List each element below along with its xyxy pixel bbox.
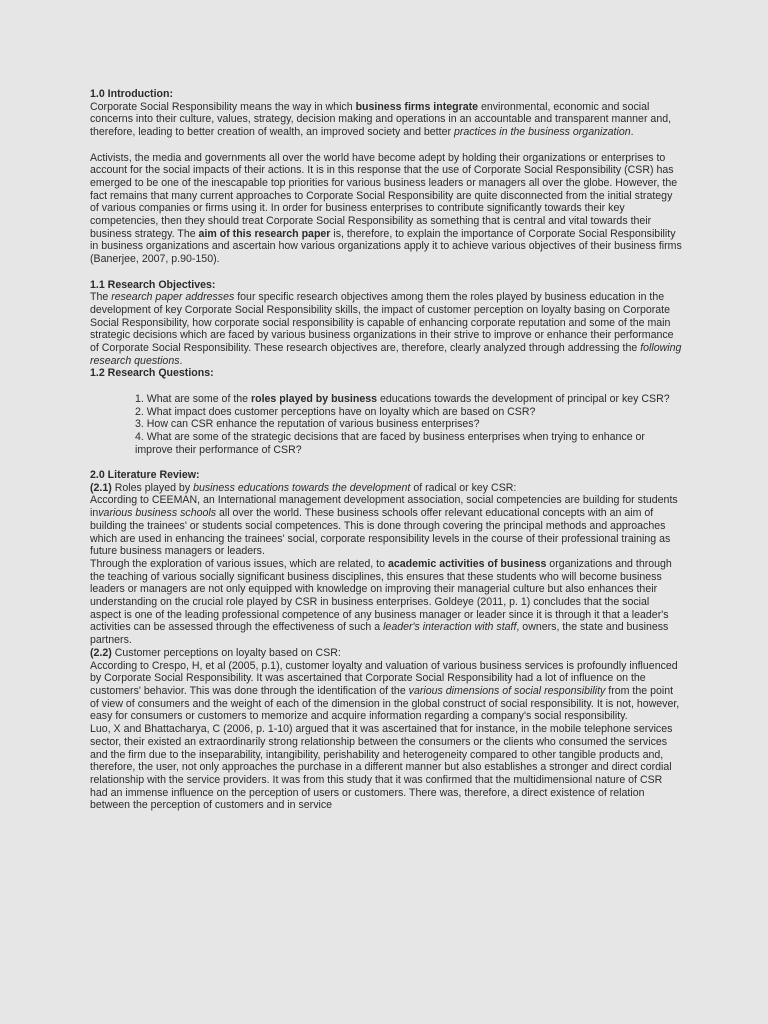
text-run: from the point of view of consumers and the weight of each of the dimension in the global construct of social responsibility. It is not, however, easy for consumers or customers to memorize and acquire information regarding a company's social responsibility. — [90, 684, 680, 723]
text-run: According to Crespo, H, et al (2005, p.1), customer loyalty and valuation of various business services is profoundly influenced by Corporate Social Responsibility. It was ascertained that Corporate Social Responsibility had a lot of influence on the customers' behavior. This was done through the identification of the — [90, 659, 678, 697]
question-3 — [135, 418, 682, 431]
text-run: . — [630, 126, 634, 139]
text-run: organizations and through the teaching of various socially significant business disciplines, this ensures that these students who will become business leaders or managers are not only equipped with knowledge on improving their managerial culture but also enhances their understanding on the crucial role played by CSR in business enterprises. Goldeye (2011, p. 1) concludes that the social aspect is one of the leading professional competence of any business manager or leader since it is through it that a leader's activities can be assessed through the effectiveness of such a — [90, 557, 672, 634]
text-run: , owners, the state and business partners. — [90, 621, 669, 647]
text-run: 2. What impact does customer perceptions have on loyalty which are based on CSR? — [135, 405, 536, 418]
bold-text-run: business firms integrate — [355, 100, 479, 113]
text-run: environmental, economic and social concerns into their culture, values, strategy, decision making and operations in an accountable and transparent manner and, therefore, leading to better creation of wealth, an improved society and better — [90, 100, 672, 139]
italic-text-run: business educations towards the development — [193, 481, 411, 494]
section-2-1-paragraph-2 — [90, 558, 682, 647]
bold-text-run: 1.1 Research Objectives: — [90, 278, 216, 291]
objectives-paragraph — [90, 291, 682, 367]
text-run: Roles played by — [111, 481, 194, 494]
document-body — [90, 88, 682, 812]
section-2-1-title — [90, 482, 682, 495]
paragraph-gap — [90, 139, 682, 152]
bold-text-run: 2.0 Literature Review: — [90, 469, 200, 482]
italic-text-run: leader's interaction with staff — [383, 621, 517, 634]
text-run: educations towards the development of principal or key CSR? — [377, 392, 670, 405]
question-1 — [135, 393, 682, 406]
bold-text-run: 1.0 Introduction: — [90, 88, 173, 100]
bold-text-run: (2.1) — [90, 481, 112, 494]
text-run: Through the exploration of various issues, which are related, to — [90, 557, 388, 570]
text-run: The — [90, 291, 112, 304]
intro-paragraph-1 — [90, 101, 682, 139]
text-run: According to CEEMAN, an International management development association, social competencies are building for students in — [90, 494, 678, 520]
text-run: of radical or key CSR: — [410, 481, 517, 494]
text-run: 4. What are some of the strategic decisions that are faced by business enterprises when trying to enhance or improve their performance of CSR? — [135, 430, 645, 456]
text-run: Customer perceptions on loyalty based on CSR: — [111, 646, 341, 659]
text-run: 3. How can CSR enhance the reputation of various business enterprises? — [135, 418, 480, 431]
bold-text-run: 1.2 Research Questions: — [90, 367, 214, 380]
bold-text-run: academic activities of business — [387, 557, 547, 570]
bold-text-run: (2.2) — [90, 646, 112, 659]
questions-heading — [90, 367, 682, 380]
section-2-2-title — [90, 647, 682, 660]
italic-text-run: research paper addresses — [111, 291, 235, 304]
section-2-1-paragraph-1 — [90, 494, 682, 558]
text-run: Luo, X and Bhattacharya, C (2006, p. 1-10) argued that it was ascertained that for instance, in the mobile telephone services sector, their existed an extraordinarily strong relationship between the consumers or the clients who consumed the services and the firm due to the inseparability, intangibility, perishability and heterogeneity compared to other tangible products and, therefore, the user, not only approaches the purchase in a different manner but also establishes a stronger and direct cordial relationship with the service providers. It was from this study that it was confirmed that the multidimensional nature of CSR had an immense influence on the perception of users or customers. There was, therefore, a direct existence of relation between the perception of customers and in service — [90, 723, 673, 812]
italic-text-run: following research questions — [90, 342, 682, 367]
paragraph-gap — [90, 456, 682, 469]
paragraph-gap — [90, 380, 682, 393]
section-2-2-paragraph-1 — [90, 660, 682, 724]
text-run: 1. What are some of the — [135, 392, 251, 405]
section-2-2-paragraph-2 — [90, 723, 682, 812]
bold-text-run: aim of this research paper — [198, 227, 331, 240]
italic-text-run: various dimensions of social responsibility — [408, 684, 606, 697]
text-run: . — [179, 354, 183, 367]
paragraph-gap — [90, 266, 682, 279]
literature-heading — [90, 469, 682, 482]
text-run: Corporate Social Responsibility means the way in which — [90, 100, 356, 113]
text-run: Activists, the media and governments all over the world have become adept by holding their organizations or enterprises to account for the social impacts of their actions. It is in this response that the use of Corporate Social Responsibility (CSR) has emerged to be one of the inescapable top priorities for various business leaders or managers all over the globe. However, the fact remains that many current approaches to Corporate Social Responsibility are quite disconnected from the initial strategy of various companies or firms using it. In order for business enterprises to contribute significantly towards their key competencies, then they should treat Corporate Social Responsibility as something that is central and vital towards their business strategy. The — [90, 151, 678, 240]
intro-paragraph-2 — [90, 152, 682, 266]
question-4 — [135, 431, 682, 456]
text-run: is, therefore, to explain the importance of Corporate Social Responsibility in business organizations and ascertain how various organizations apply it to achieve various objectives of their business firms (Banerjee, 2007, p.90-150). — [90, 227, 682, 266]
question-2 — [135, 406, 682, 419]
intro-heading — [90, 88, 682, 101]
text-run: four specific research objectives among them the roles played by business education in the development of key Corporate Social Responsibility skills, the impact of customer perception on loyalty basing on Corporate Social Responsibility, how corporate social responsibility is capable of enhancing corporate reputation and some of the main strategic decisions which are faced by various business organizations in their strive to improve or enhance their performance of Corporate Social Responsibility. These research objectives are, therefore, clearly analyzed through addressing the — [90, 291, 674, 355]
bold-text-run: roles played by business — [251, 392, 377, 405]
objectives-heading — [90, 279, 682, 292]
italic-text-run: various business schools — [98, 507, 217, 520]
text-run: all over the world. These business schools offer relevant educational concepts with an aim of building the trainees' or students social competences. This is done through covering the principal methods and approaches which are used in enhancing the trainees' social, corporate responsibility levels in the course of their professional training as future business managers or leaders. — [90, 507, 671, 558]
italic-text-run: practices in the business organization — [453, 126, 631, 139]
